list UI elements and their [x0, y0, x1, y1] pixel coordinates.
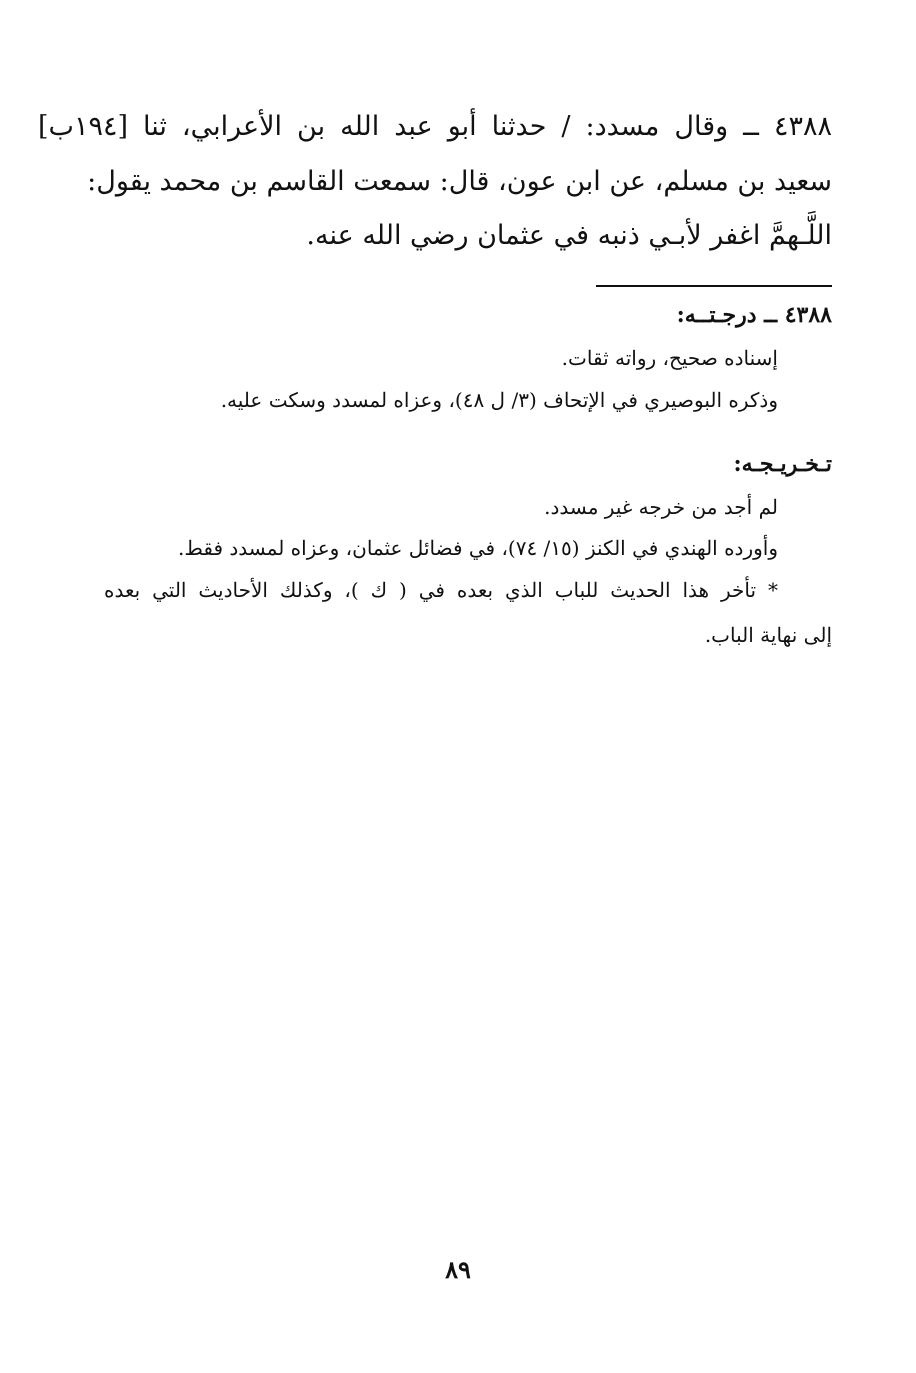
takhrij-line-2: وأورده الهندي في الكنز (١٥/ ٧٤)، في فضائل عثمان، وعزاه لمسدد فقط. [178, 536, 778, 560]
grading-line-1: إسناده صحيح، رواته ثقات. [561, 346, 778, 370]
takhrij-line-3: * تأخر هذا الحديث للباب الذي بعده في ( ك )، وكذلك الأحاديث التي بعده [104, 578, 778, 602]
hadith-line-2: سعيد بن مسلم، عن ابن عون، قال: سمعت القاسم بن محمد يقول: [87, 166, 832, 197]
hadith-line-3: اللَّـهمَّ اغفر لأبـي ذنبه في عثمان رضي الله عنه. [306, 220, 832, 251]
grading-heading: ٤٣٨٨ ــ درجـتــه: [676, 302, 832, 328]
page-number: ٨٩ [445, 1255, 471, 1284]
hadith-line-1: ٤٣٨٨ ــ وقال مسدد: / حدثنا أبو عبد الله بن الأعرابي، ثنا [١٩٤ب] [38, 111, 832, 142]
footnote-separator [596, 285, 832, 287]
takhrij-line-4: إلى نهاية الباب. [704, 623, 832, 647]
takhrij-heading: تـخـريـجـه: [733, 451, 832, 477]
grading-line-2: وذكره البوصيري في الإتحاف (٣/ ل ٤٨)، وعزاه لمسدد وسكت عليه. [220, 388, 778, 412]
takhrij-line-1: لم أجد من خرجه غير مسدد. [544, 495, 778, 519]
